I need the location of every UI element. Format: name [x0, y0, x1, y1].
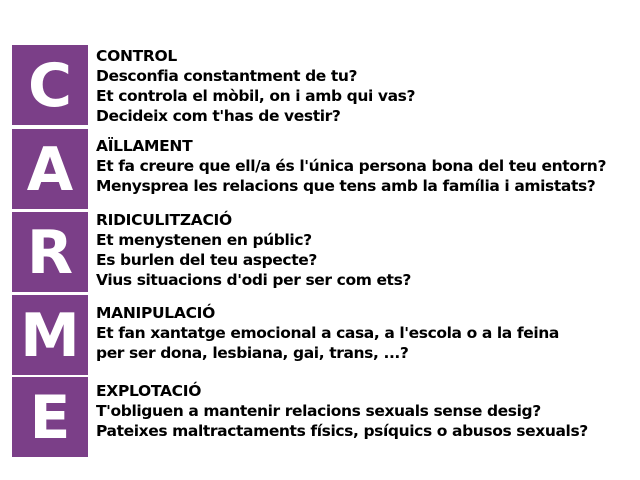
question-line: Et menystenen en públic? — [96, 231, 312, 249]
question-line: Menysprea les relacions que tens amb la família i amistats? — [96, 177, 596, 195]
letter-box-a — [12, 129, 88, 209]
question-line: Desconfia constantment de tu? — [96, 67, 358, 85]
question-line: Vius situacions d'odi per ser com ets? — [96, 271, 411, 289]
question-line: Pateixes maltractaments físics, psíquics o abusos sexuals? — [96, 422, 588, 440]
letter-a: A — [12, 129, 88, 209]
question-line: Et fa creure que ell/a és l'única persona bona del teu entorn? — [96, 157, 607, 175]
letter-e: E — [12, 377, 88, 457]
section-heading-ridiculitzacio: RIDICULITZACIÓ — [96, 211, 232, 229]
section-heading-manipulacio: MANIPULACIÓ — [96, 304, 215, 322]
question-line: per ser dona, lesbiana, gai, trans, ...? — [96, 344, 409, 362]
letter-box-r — [12, 212, 88, 292]
section-heading-control: CONTROL — [96, 47, 177, 65]
question-line: Et fan xantatge emocional a casa, a l'escola o a la feina — [96, 324, 559, 342]
letter-c: C — [12, 45, 88, 125]
letter-m: M — [12, 295, 88, 375]
question-line: Decideix com t'has de vestir? — [96, 107, 341, 125]
letter-box-m — [12, 295, 88, 375]
section-manipulacio — [96, 303, 559, 363]
letter-box-e — [12, 377, 88, 457]
question-line: Et controla el mòbil, on i amb qui vas? — [96, 87, 416, 105]
question-line: T'obliguen a mantenir relacions sexuals sense desig? — [96, 402, 541, 420]
section-aillament — [96, 136, 606, 196]
section-control — [96, 46, 415, 126]
letter-r: R — [12, 212, 88, 292]
section-ridiculitzacio — [96, 210, 411, 290]
section-explotacio — [96, 381, 588, 441]
section-heading-explotacio: EXPLOTACIÓ — [96, 382, 202, 400]
letter-box-c — [12, 45, 88, 125]
section-heading-aillament: AÏLLAMENT — [96, 137, 193, 155]
question-line: Es burlen del teu aspecte? — [96, 251, 317, 269]
